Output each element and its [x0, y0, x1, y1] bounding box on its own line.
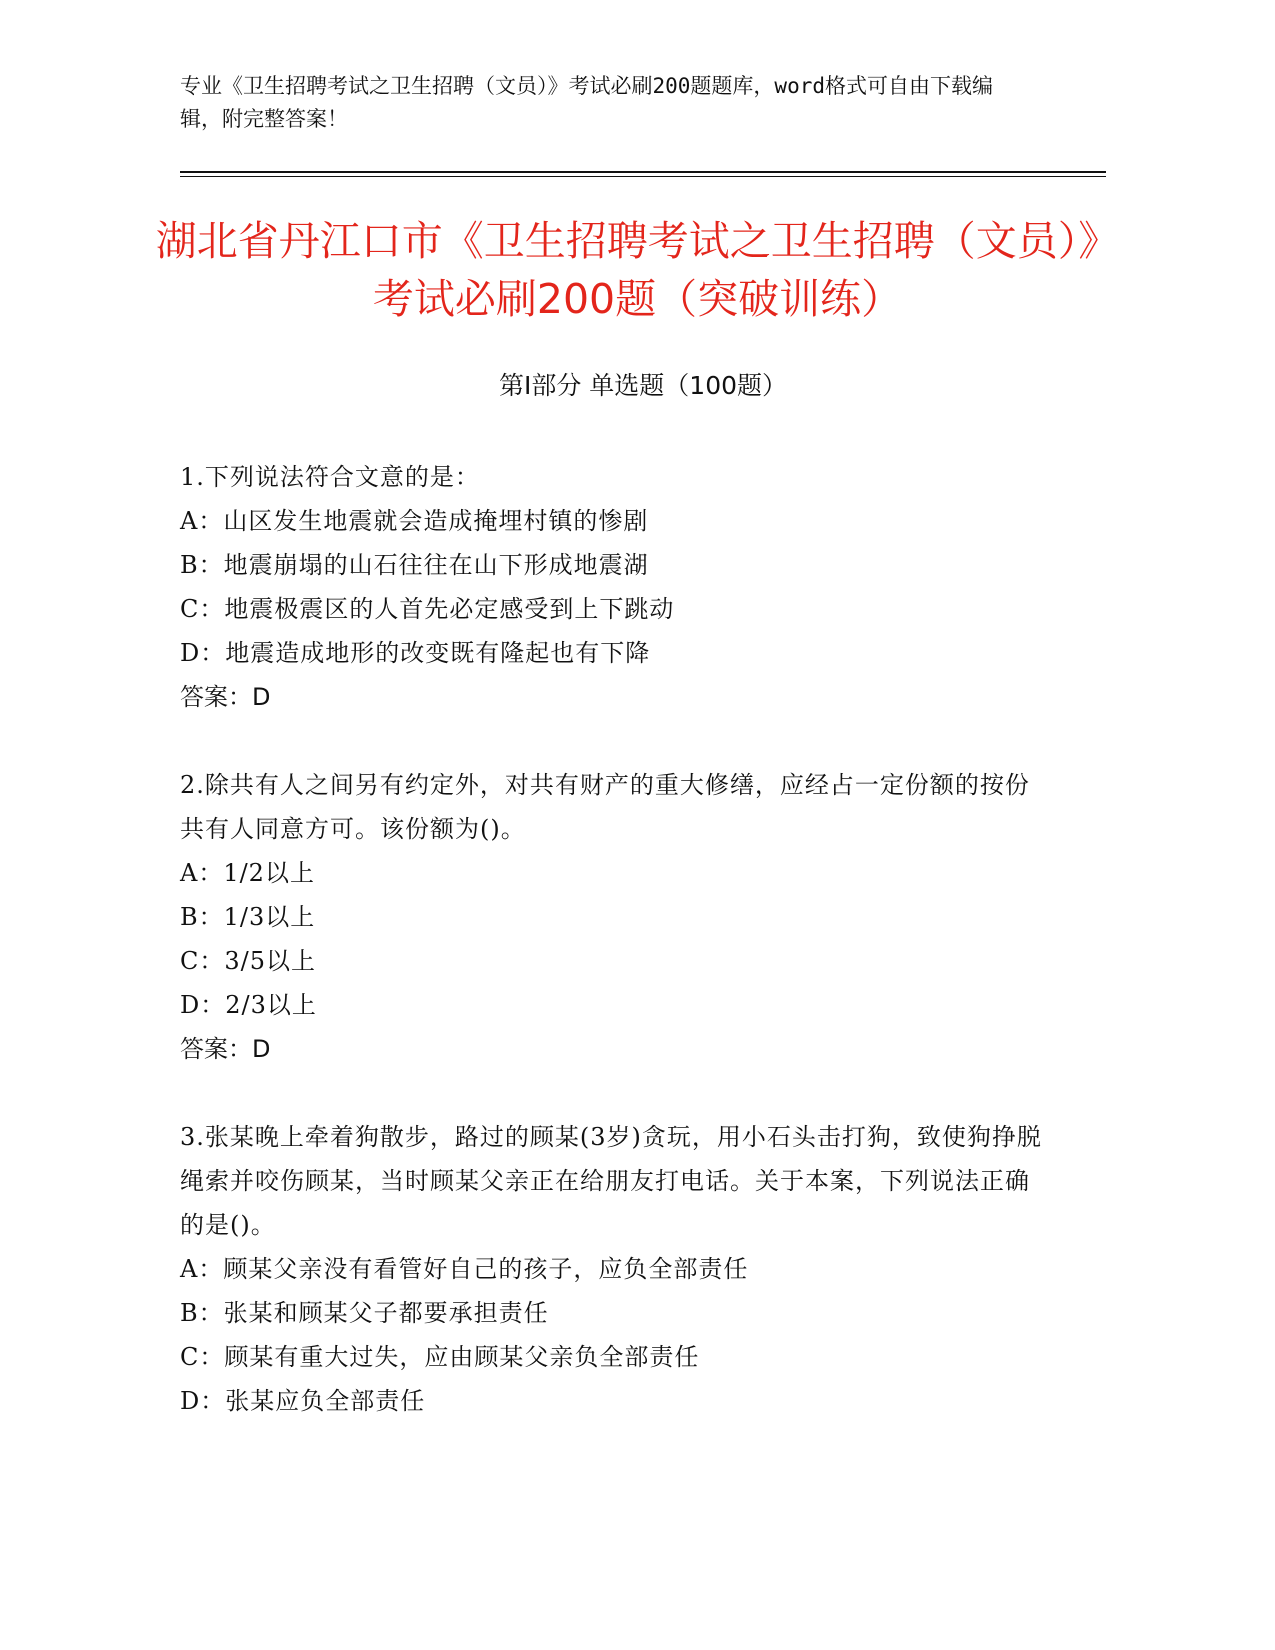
question-1	[180, 455, 1050, 719]
document-title: 湖北省丹江口市《卫生招聘考试之卫生招聘（文员）》考试必刷200题（突破训练）	[155, 217, 1120, 323]
option-d: D：地震造成地形的改变既有隆起也有下降	[180, 639, 651, 667]
section-heading: 第Ⅰ部分 单选题（100题）	[498, 371, 788, 400]
option-b: B：1/3以上	[180, 903, 316, 931]
question-2	[180, 763, 1050, 1071]
header-divider-thin	[180, 176, 1106, 177]
header-note: 专业《卫生招聘考试之卫生招聘（文员）》考试必刷200题题库，word格式可自由下载编辑，附完整答案！	[180, 74, 993, 131]
answer-line: 答案：D	[180, 1035, 271, 1063]
option-c: C：顾某有重大过失，应由顾某父亲负全部责任	[180, 1343, 700, 1371]
option-c: C：地震极震区的人首先必定感受到上下跳动	[180, 595, 675, 623]
question-stem: 1.下列说法符合文意的是：	[180, 463, 480, 491]
answer-line: 答案：D	[180, 683, 271, 711]
option-a: A：山区发生地震就会造成掩埋村镇的惨剧	[180, 507, 649, 535]
question-3	[180, 1115, 1050, 1423]
option-d: D：2/3以上	[180, 991, 317, 1019]
header-divider-thick	[180, 171, 1106, 173]
question-stem: 3.张某晚上牵着狗散步，路过的顾某(3岁)贪玩，用小石头击打狗，致使狗挣脱绳索并咬伤顾某，当时顾某父亲正在给朋友打电话。关于本案，下列说法正确的是()。	[180, 1123, 1042, 1239]
question-stem: 2.除共有人之间另有约定外，对共有财产的重大修缮，应经占一定份额的按份共有人同意方可。该份额为()。	[180, 771, 1030, 843]
option-c: C：3/5以上	[180, 947, 316, 975]
option-a: A：1/2以上	[180, 859, 315, 887]
option-b: B：地震崩塌的山石往往在山下形成地震湖	[180, 551, 649, 579]
option-d: D：张某应负全部责任	[180, 1387, 426, 1415]
option-a: A：顾某父亲没有看管好自己的孩子，应负全部责任	[180, 1255, 749, 1283]
option-b: B：张某和顾某父子都要承担责任	[180, 1299, 549, 1327]
question-list	[180, 455, 1050, 1467]
